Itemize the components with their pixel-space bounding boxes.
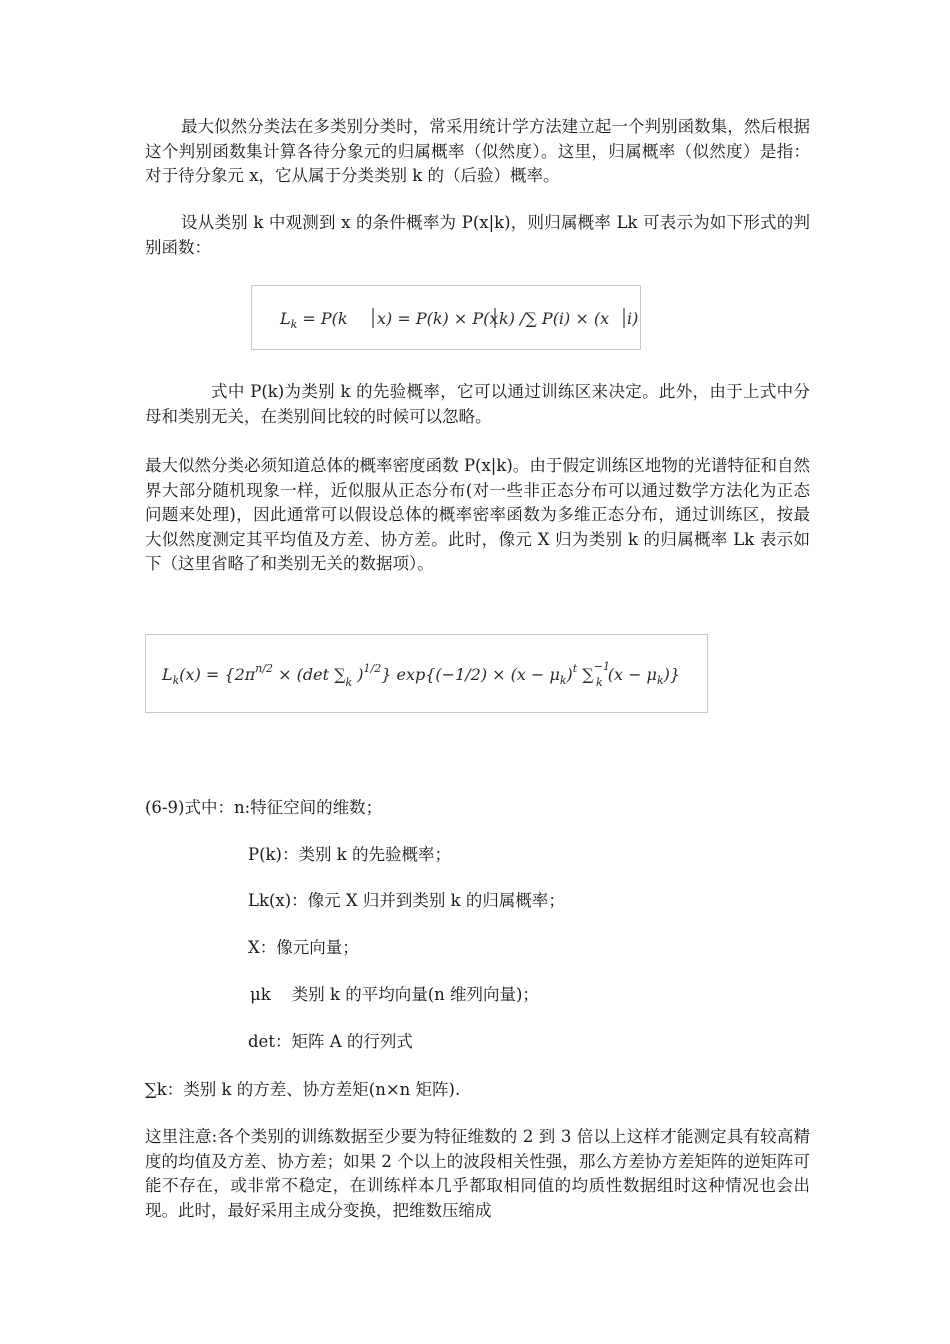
formula-graphic	[252, 286, 642, 351]
definitions-intro: (6-9)式中：n:特征空间的维数；	[145, 798, 383, 817]
definition-item: P(k)：类别 k 的先验概率；	[248, 845, 451, 864]
formula-membership-probability	[251, 285, 641, 350]
definition-item: X：像元向量；	[248, 938, 359, 957]
formula-1-end: i)	[627, 309, 639, 328]
definition-sigma: ∑k：类别 k 的方差、协方差矩(n×n 矩阵).	[145, 1080, 461, 1099]
paragraph-prior-probability: 式中 P(k)为类别 k 的先验概率，它可以通过训练区来决定。此外，由于上式中分母和类别无关，在类别间比较的时候可以忽略。	[145, 382, 810, 426]
paragraph-intro: 最大似然分类法在多类别分类时，常采用统计学方法建立起一个判别函数集，然后根据这个判别函数集计算各待分象元的归属概率（似然度）。这里，归属概率（似然度）是指：对于待分象元 x，它从属于分类类别 k 的（后验）概率。	[145, 117, 810, 185]
paragraph-normal-distribution: 最大似然分类必须知道总体的概率密度函数 P(x|k)。由于假定训练区地物的光谱特征和自然界大部分随机现象一样，近似服从正态分布(对一些非正态分布可以通过数学方法化为正态问题来处理)，因此通常可以假设总体的概率密率函数为多维正态分布，通过训练区，按最大似然度测定其平均值及方差、协方差。此时，像元 X 归为类别 k 的归属概率 Lk 表示如下（这里省略了和类别无关的数据项）。	[145, 456, 810, 573]
formula-normal-likelihood	[145, 634, 708, 713]
definition-item: det：矩阵 A 的行列式	[248, 1032, 413, 1051]
definition-item: μk 类别 k 的平均向量(n 维列向量)；	[250, 985, 539, 1004]
formula-graphic-2	[146, 635, 709, 714]
paragraph-training-note: 这里注意:各个类别的训练数据至少要为特征维数的 2 到 3 倍以上这样才能测定具有较高精度的均值及方差、协方差；如果 2 个以上的波段相关性强，那么方差协方差矩阵的逆矩阵可能不存在，或非常不稳定，在训练样本几乎都取相同值的均质性数据组时这种情况也会出现。此时，最好采用主成分变换，把维数压缩成	[145, 1127, 810, 1220]
formula-1-rhs: k) /∑ P(i) × (x	[499, 309, 610, 328]
formula-1-mid: x) = P(k) × P(x	[377, 309, 499, 328]
formula-1-lhs: $L_k = P(k$	[280, 309, 348, 331]
paragraph-conditional-probability: 设从类别 k 中观测到 x 的条件概率为 P(x|k)，则归属概率 Lk 可表示为如下形式的判别函数：	[145, 213, 810, 257]
formula-2-text: $L_k(x) = \{2\pi^{n/2} \times (\det$ $\sum_k$ )$^{1/2}$} $\exp\{(-1/2) \times (x - \mu_k)^t$ ∑$^{-1}$ k $(x - \mu_k)$}	[162, 660, 681, 689]
definition-item: Lk(x)：像元 X 归并到类别 k 的归属概率；	[248, 891, 565, 910]
